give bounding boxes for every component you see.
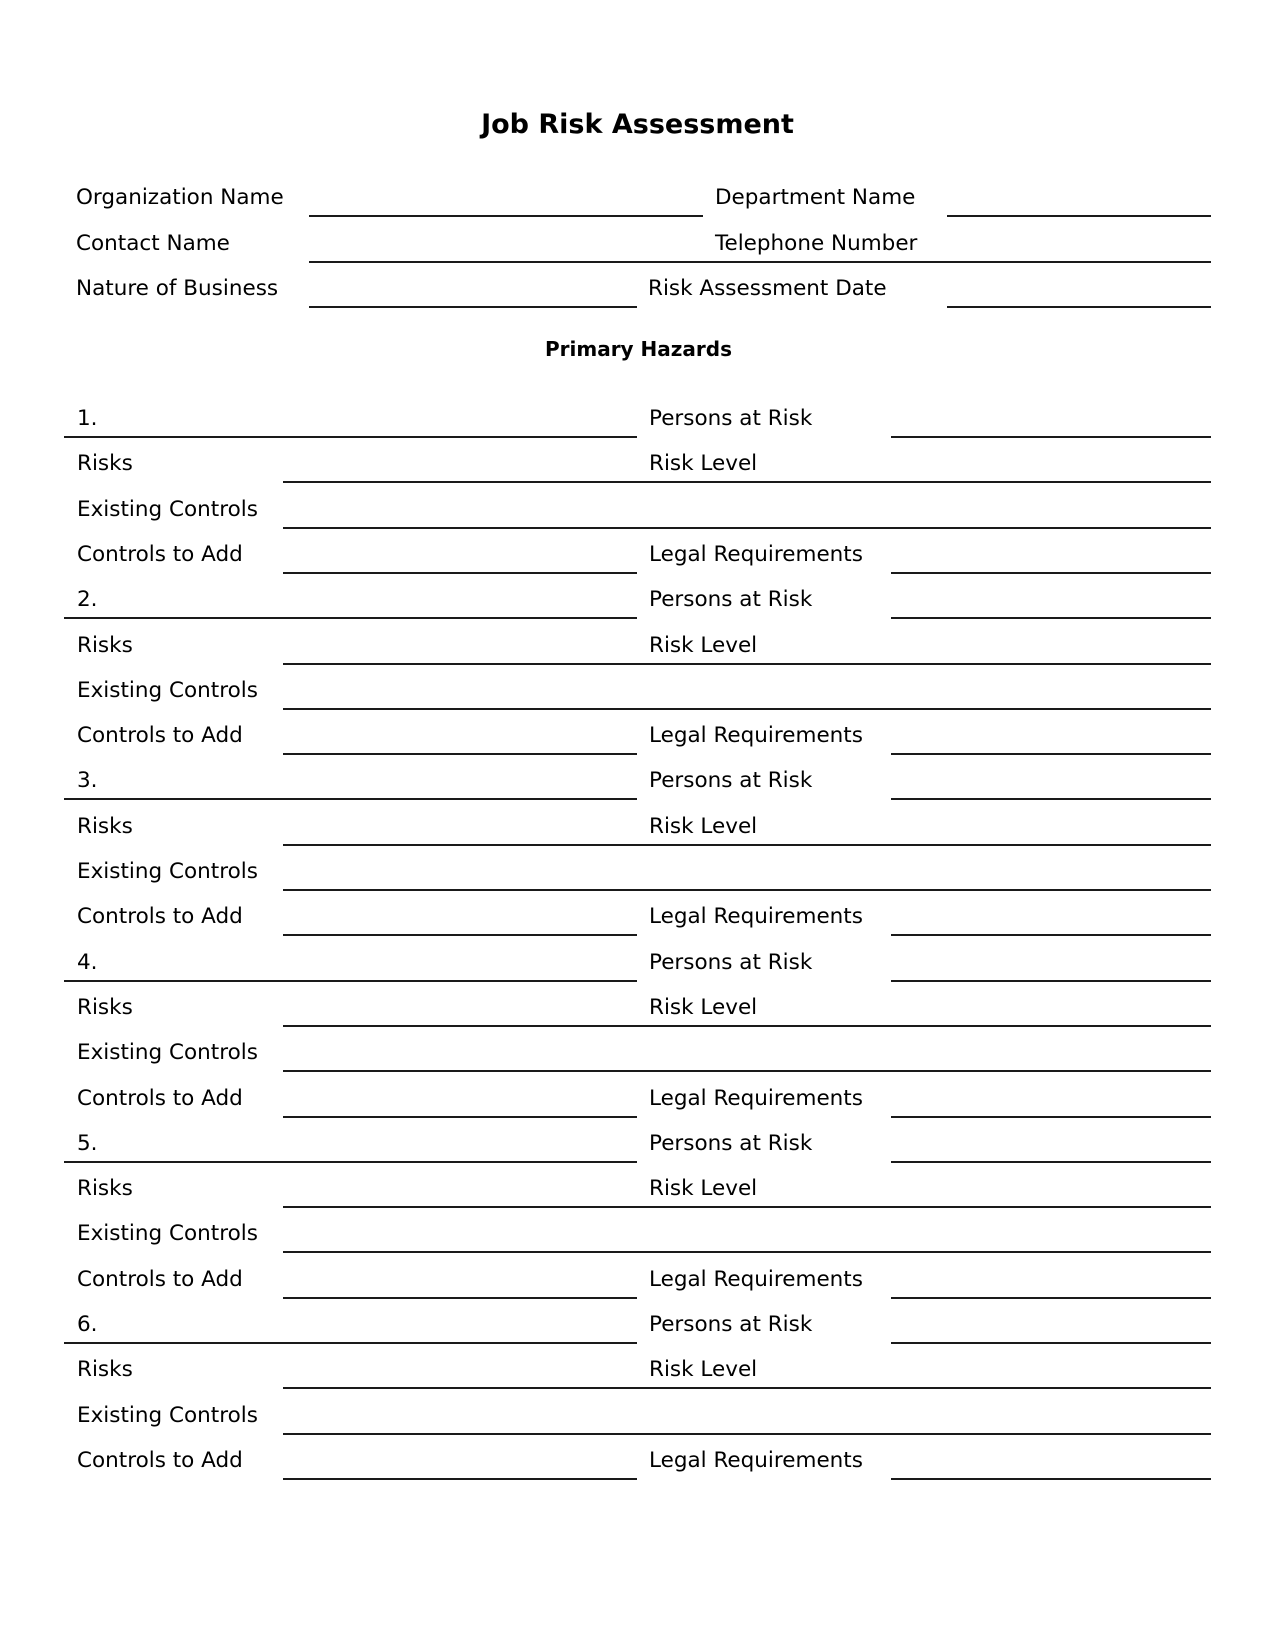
legal-requirements-label: Legal Requirements [649,723,863,749]
risks-label: Risks [77,632,133,658]
nature-of-business-label: Nature of Business [76,276,279,301]
contact-name-label: Contact Name [76,231,230,256]
existing-controls-field[interactable] [283,527,1211,529]
controls-to-add-label: Controls to Add [77,1085,243,1111]
existing-controls-field[interactable] [283,1070,1211,1072]
risk-level-field[interactable] [637,1206,1211,1208]
persons-at-risk-field[interactable] [891,798,1211,800]
persons-at-risk-label: Persons at Risk [649,1130,813,1156]
persons-at-risk-label: Persons at Risk [649,768,813,794]
risks-field[interactable] [283,1206,637,1208]
existing-controls-label: Existing Controls [77,496,258,522]
nature-of-business-field[interactable] [309,306,637,308]
legal-requirements-label: Legal Requirements [649,1447,863,1473]
risks-field[interactable] [283,481,637,483]
telephone-number-field[interactable] [947,261,1211,263]
existing-controls-label: Existing Controls [77,1402,258,1428]
persons-at-risk-label: Persons at Risk [649,1312,813,1337]
existing-controls-field[interactable] [283,1433,1211,1435]
legal-requirements-label: Legal Requirements [649,904,863,930]
persons-at-risk-label: Persons at Risk [649,587,813,613]
controls-to-add-label: Controls to Add [77,723,243,749]
organization-name-label: Organization Name [76,185,284,210]
hazard-number: 4. [77,949,98,975]
legal-requirements-field[interactable] [891,572,1211,574]
hazard-description-field[interactable] [64,617,637,619]
hazard-description-field[interactable] [64,1342,637,1344]
hazard-number: 5. [77,1130,98,1156]
department-name-label: Department Name [715,185,916,210]
existing-controls-field[interactable] [283,889,1211,891]
controls-to-add-label: Controls to Add [77,1447,243,1473]
risks-label: Risks [77,451,133,477]
hazard-description-field[interactable] [64,436,637,438]
risk-level-field[interactable] [637,844,1211,846]
risk-level-label: Risk Level [649,1176,758,1202]
controls-to-add-label: Controls to Add [77,1266,243,1292]
existing-controls-label: Existing Controls [77,1221,258,1247]
existing-controls-label: Existing Controls [77,1040,258,1066]
risk-level-label: Risk Level [649,813,758,839]
controls-to-add-field[interactable] [283,1116,637,1118]
legal-requirements-label: Legal Requirements [649,1085,863,1111]
risk-assessment-date-label: Risk Assessment Date [648,276,887,301]
risk-level-label: Risk Level [649,1357,758,1383]
page-title: Job Risk Assessment [481,109,794,140]
hazard-number: 6. [77,1312,98,1337]
controls-to-add-field[interactable] [283,753,637,755]
risk-level-field[interactable] [637,1387,1211,1389]
risks-label: Risks [77,1357,133,1383]
persons-at-risk-field[interactable] [891,1342,1211,1344]
hazard-description-field[interactable] [64,980,637,982]
controls-to-add-field[interactable] [283,934,637,936]
existing-controls-field[interactable] [283,1251,1211,1253]
legal-requirements-field[interactable] [891,1478,1211,1480]
persons-at-risk-field[interactable] [891,980,1211,982]
legal-requirements-label: Legal Requirements [649,541,863,567]
department-name-field[interactable] [947,215,1211,217]
existing-controls-label: Existing Controls [77,677,258,703]
persons-at-risk-field[interactable] [891,436,1211,438]
controls-to-add-field[interactable] [283,1478,637,1480]
risk-level-label: Risk Level [649,451,758,477]
persons-at-risk-label: Persons at Risk [649,406,813,431]
existing-controls-field[interactable] [283,708,1211,710]
section-title: Primary Hazards [544,337,733,361]
risk-level-label: Risk Level [649,994,758,1020]
risks-field[interactable] [283,844,637,846]
persons-at-risk-field[interactable] [891,617,1211,619]
existing-controls-label: Existing Controls [77,859,258,884]
telephone-number-label: Telephone Number [715,231,918,256]
controls-to-add-field[interactable] [283,1297,637,1299]
legal-requirements-field[interactable] [891,1116,1211,1118]
risks-label: Risks [77,1176,133,1202]
hazard-description-field[interactable] [64,798,637,800]
hazard-number: 1. [77,406,98,431]
risks-label: Risks [77,994,133,1020]
legal-requirements-field[interactable] [891,934,1211,936]
risks-field[interactable] [283,1387,637,1389]
hazard-number: 2. [77,587,98,613]
risk-level-field[interactable] [637,481,1211,483]
risks-label: Risks [77,813,133,839]
risk-assessment-date-field[interactable] [947,306,1211,308]
controls-to-add-label: Controls to Add [77,904,243,930]
hazard-description-field[interactable] [64,1161,637,1163]
risks-field[interactable] [283,663,637,665]
hazard-number: 3. [77,768,98,794]
persons-at-risk-label: Persons at Risk [649,949,813,975]
legal-requirements-label: Legal Requirements [649,1266,863,1292]
organization-name-field[interactable] [309,215,703,217]
risk-level-label: Risk Level [649,632,758,658]
risk-level-field[interactable] [637,1025,1211,1027]
risks-field[interactable] [283,1025,637,1027]
persons-at-risk-field[interactable] [891,1161,1211,1163]
legal-requirements-field[interactable] [891,1297,1211,1299]
controls-to-add-label: Controls to Add [77,541,243,567]
risk-level-field[interactable] [637,663,1211,665]
controls-to-add-field[interactable] [283,572,637,574]
legal-requirements-field[interactable] [891,753,1211,755]
